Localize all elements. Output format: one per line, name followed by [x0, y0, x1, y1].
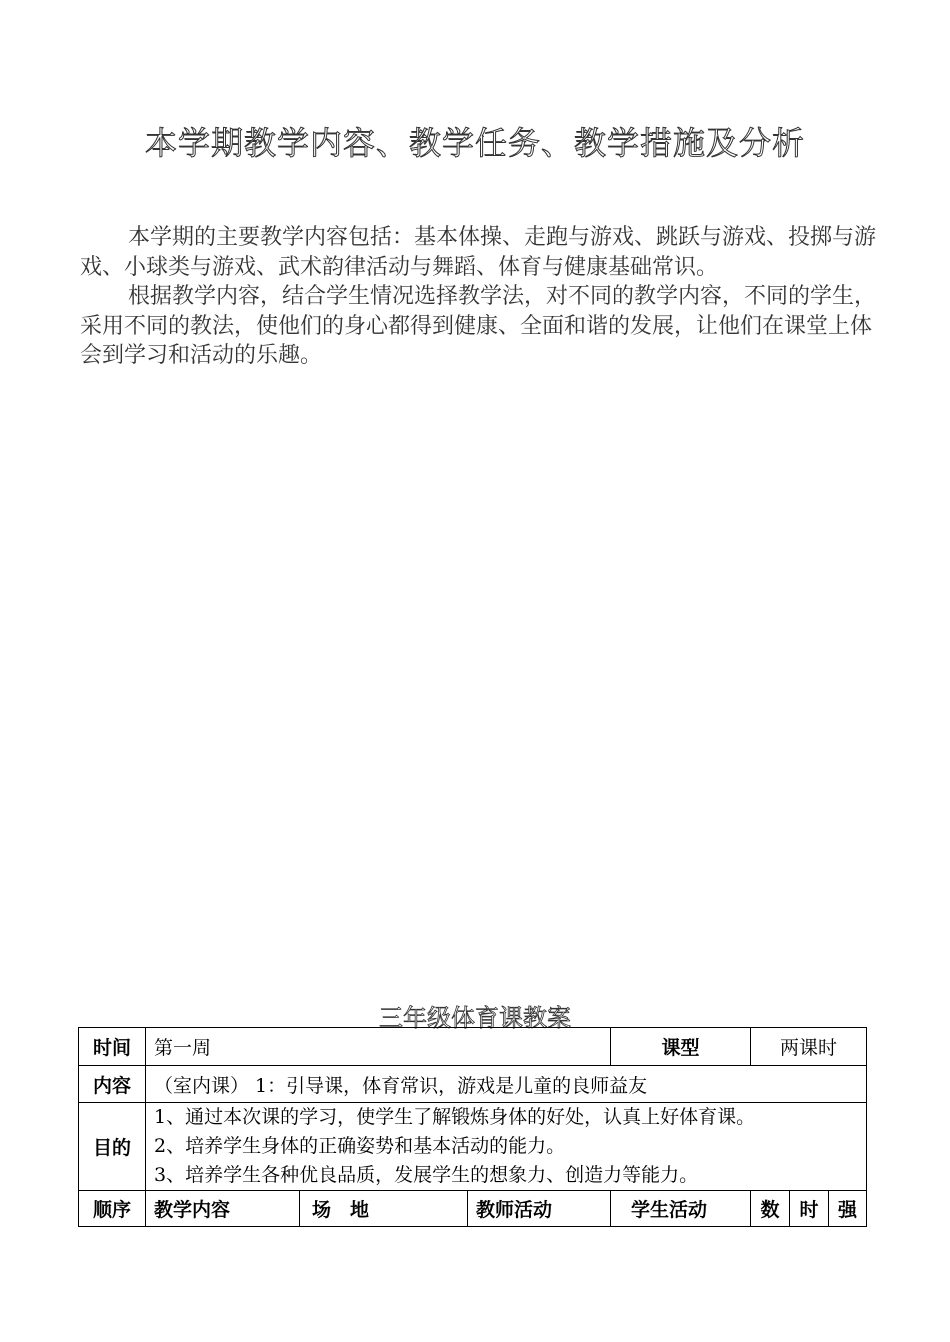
type-value: 两课时	[751, 1028, 867, 1066]
time-value: 第一周	[146, 1028, 611, 1066]
row-goals	[79, 1103, 867, 1191]
lesson-plan-title: 三年级体育课教案	[379, 1004, 571, 1032]
goal-item: 3、培养学生各种优良品质，发展学生的想象力、创造力等能力。	[154, 1164, 699, 1186]
row-content	[79, 1066, 867, 1103]
col-order: 顺序	[79, 1191, 146, 1227]
content-value: （室内课） 1：引导课，体育常识，游戏是儿童的良师益友	[146, 1066, 867, 1103]
col-venue: 场 地	[300, 1191, 468, 1227]
goal-list	[146, 1103, 867, 1191]
time-label: 时间	[79, 1028, 146, 1066]
col-count: 数	[751, 1191, 790, 1227]
paragraph-2: 根据教学内容，结合学生情况选择教学法，对不同的教学内容，不同的学生，采用不同的教法，使他们的身心都得到健康、全面和谐的发展，让他们在课堂上体会到学习和活动的乐趣。	[80, 284, 877, 368]
goal-item: 2、培养学生身体的正确姿势和基本活动的能力。	[154, 1135, 566, 1157]
lesson-plan-table	[78, 1027, 867, 1227]
paragraph-1: 本学期的主要教学内容包括：基本体操、走跑与游戏、跳跃与游戏、投掷与游戏、小球类与游戏、武术韵律活动与舞蹈、体育与健康基础常识。	[80, 225, 877, 280]
content-label: 内容	[79, 1066, 146, 1103]
goal-item: 1、通过本次课的学习，使学生了解锻炼身体的好处，认真上好体育课。	[154, 1106, 756, 1128]
col-teaching-content: 教学内容	[146, 1191, 300, 1227]
col-intensity: 强	[829, 1191, 867, 1227]
goal-label: 目的	[79, 1103, 146, 1191]
col-teacher-activity: 教师活动	[468, 1191, 611, 1227]
type-label: 课型	[611, 1028, 751, 1066]
row-column-headers	[79, 1191, 867, 1227]
body-text	[80, 223, 892, 371]
col-time: 时	[790, 1191, 829, 1227]
col-student-activity: 学生活动	[611, 1191, 751, 1227]
page-title: 本学期教学内容、教学任务、教学措施及分析	[144, 124, 805, 162]
row-time	[79, 1028, 867, 1066]
